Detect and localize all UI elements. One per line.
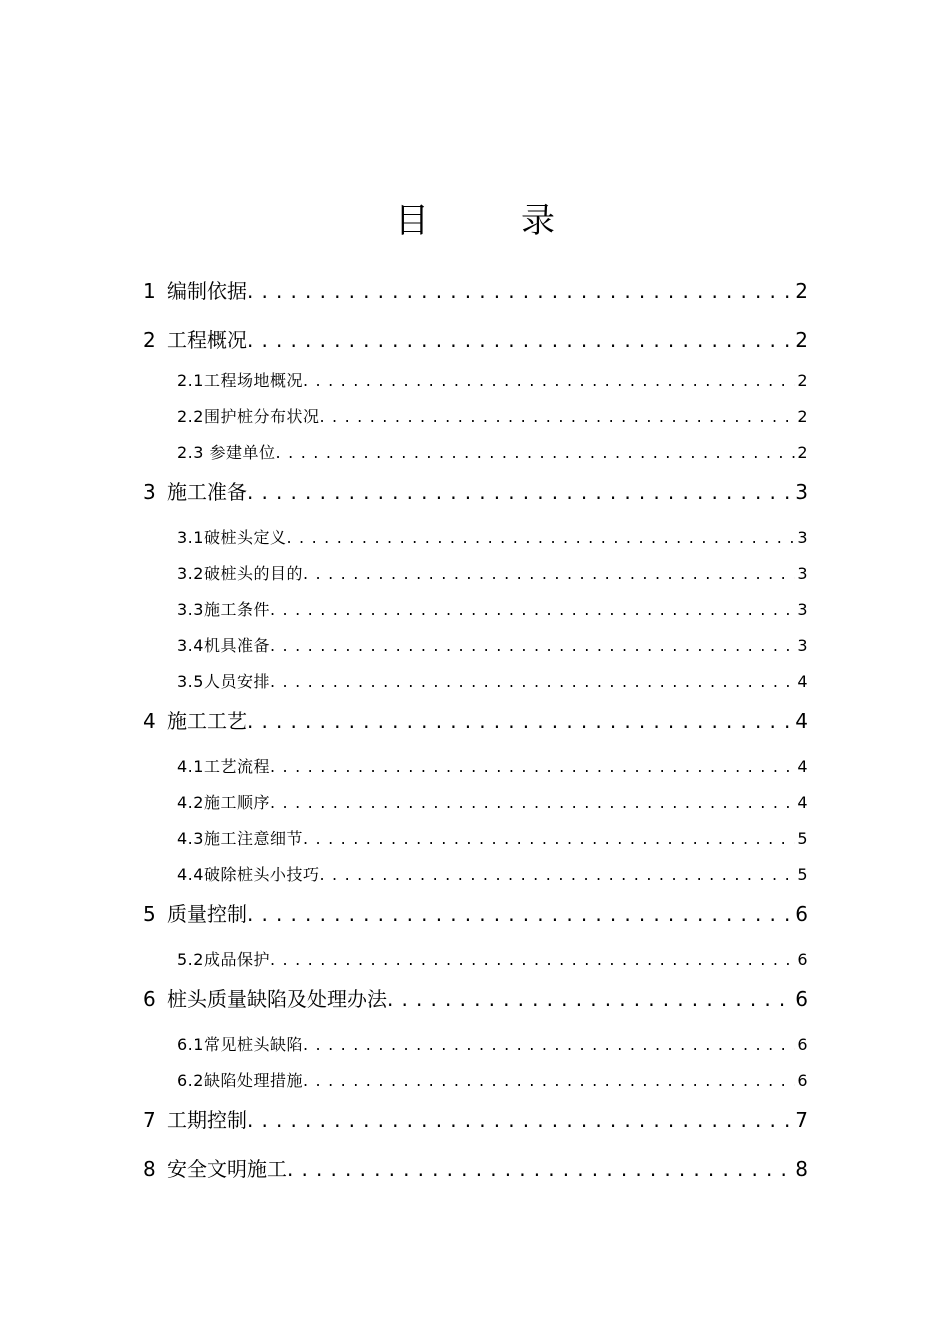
- toc-entry-number: 6: [143, 987, 156, 1011]
- toc-entry-number: 5: [143, 902, 156, 926]
- toc-entry-label: 4.3施工注意细节: [177, 829, 303, 848]
- toc-entry-label: 2.3 参建单位: [177, 443, 276, 462]
- dot-leader: [270, 664, 795, 700]
- dot-leader: [276, 435, 796, 471]
- toc-entry[interactable]: [0, 592, 808, 628]
- toc-entry-label: 施工工艺: [167, 709, 247, 733]
- toc-entry-page-number: 3: [795, 480, 808, 504]
- dot-leader: [270, 942, 795, 978]
- dot-leader: [247, 893, 793, 935]
- dot-leader: [319, 399, 795, 435]
- toc-entry-page-number: 2: [797, 443, 808, 462]
- dot-leader: [247, 700, 793, 742]
- toc-entry-label: 6.2缺陷处理措施: [177, 1071, 303, 1090]
- toc-entry[interactable]: [0, 363, 808, 399]
- toc-entry-page-number: 6: [795, 902, 808, 926]
- dot-leader: [303, 556, 795, 592]
- toc-entry-label: 4.4破除桩头小技巧: [177, 865, 320, 884]
- toc-entry-page-number: 6: [795, 987, 808, 1011]
- toc-entry-label: 质量控制: [167, 902, 247, 926]
- toc-entry[interactable]: [0, 319, 808, 363]
- dot-leader: [303, 821, 795, 857]
- toc-entry-label: 3.3施工条件: [177, 600, 270, 619]
- toc-entry-label: 施工准备: [167, 480, 247, 504]
- toc-entry-page-number: 3: [797, 636, 808, 655]
- toc-entry-label: 3.5人员安排: [177, 672, 270, 691]
- toc-entry-label: 安全文明施工: [167, 1157, 287, 1181]
- table-of-contents: [0, 270, 950, 1192]
- dot-leader: [303, 1063, 795, 1099]
- dot-leader: [303, 1027, 795, 1063]
- toc-entry-page-number: 3: [797, 564, 808, 583]
- toc-entry[interactable]: [0, 471, 808, 520]
- toc-entry[interactable]: [0, 270, 808, 319]
- toc-entry[interactable]: [0, 556, 808, 592]
- toc-entry-page-number: 6: [797, 1071, 808, 1090]
- toc-entry[interactable]: [0, 1027, 808, 1063]
- toc-entry-label: 3.1破桩头定义: [177, 528, 287, 547]
- toc-entry-number: 2: [143, 328, 156, 352]
- toc-entry[interactable]: [0, 664, 808, 700]
- toc-entry-page-number: 2: [795, 279, 808, 303]
- toc-entry-label: 桩头质量缺陷及处理办法: [167, 987, 387, 1011]
- toc-entry-label: 4.1工艺流程: [177, 757, 270, 776]
- toc-entry-page-number: 2: [795, 328, 808, 352]
- toc-entry-number: 1: [143, 279, 156, 303]
- toc-entry[interactable]: [0, 1099, 808, 1148]
- toc-title-char-1: 目: [395, 201, 429, 241]
- toc-entry-number: 8: [143, 1157, 156, 1181]
- toc-entry-page-number: 4: [797, 793, 808, 812]
- dot-leader: [303, 363, 795, 399]
- toc-entry[interactable]: [0, 893, 808, 942]
- toc-entry-number: 7: [143, 1108, 156, 1132]
- toc-entry[interactable]: [0, 821, 808, 857]
- dot-leader: [387, 978, 793, 1020]
- toc-entry-label: 4.2施工顺序: [177, 793, 270, 812]
- dot-leader: [247, 319, 793, 361]
- toc-entry[interactable]: [0, 942, 808, 978]
- toc-entry[interactable]: [0, 785, 808, 821]
- toc-entry[interactable]: [0, 435, 808, 471]
- toc-entry-page-number: 5: [797, 865, 808, 884]
- toc-entry[interactable]: [0, 628, 808, 664]
- toc-entry-label: 3.2破桩头的目的: [177, 564, 303, 583]
- toc-entry-page-number: 5: [797, 829, 808, 848]
- toc-entry-label: 工程概况: [167, 328, 247, 352]
- toc-entry[interactable]: [0, 978, 808, 1027]
- toc-entry-page-number: 2: [797, 371, 808, 390]
- toc-entry-page-number: 3: [797, 528, 808, 547]
- toc-entry-page-number: 6: [797, 1035, 808, 1054]
- toc-title: [0, 196, 950, 246]
- toc-entry[interactable]: [0, 749, 808, 785]
- dot-leader: [247, 471, 793, 513]
- toc-entry-label: 2.1工程场地概况: [177, 371, 303, 390]
- toc-entry-page-number: 3: [797, 600, 808, 619]
- toc-entry-page-number: 8: [795, 1157, 808, 1181]
- toc-entry[interactable]: [0, 857, 808, 893]
- toc-title-char-2: 录: [521, 201, 555, 241]
- toc-entry-page-number: 4: [797, 757, 808, 776]
- dot-leader: [286, 520, 795, 556]
- toc-entry-label: 编制依据: [167, 279, 247, 303]
- toc-entry-number: 4: [143, 709, 156, 733]
- toc-entry[interactable]: [0, 1063, 808, 1099]
- dot-leader: [270, 785, 795, 821]
- toc-entry-page-number: 4: [797, 672, 808, 691]
- dot-leader: [270, 749, 795, 785]
- toc-entry-number: 3: [143, 480, 156, 504]
- toc-entry[interactable]: [0, 700, 808, 749]
- dot-leader: [247, 1099, 793, 1141]
- dot-leader: [270, 628, 795, 664]
- dot-leader: [270, 592, 795, 628]
- dot-leader: [287, 1148, 793, 1190]
- dot-leader: [247, 270, 793, 312]
- toc-entry-label: 6.1常见桩头缺陷: [177, 1035, 303, 1054]
- toc-entry[interactable]: [0, 399, 808, 435]
- toc-entry[interactable]: [0, 520, 808, 556]
- toc-entry-page-number: 7: [795, 1108, 808, 1132]
- toc-entry-label: 2.2围护桩分布状况: [177, 407, 320, 426]
- toc-entry-page-number: 2: [797, 407, 808, 426]
- toc-entry-label: 5.2成品保护: [177, 950, 270, 969]
- toc-entry-page-number: 4: [795, 709, 808, 733]
- toc-entry[interactable]: [0, 1148, 808, 1192]
- toc-entry-page-number: 6: [797, 950, 808, 969]
- toc-entry-label: 工期控制: [167, 1108, 247, 1132]
- toc-entry-label: 3.4机具准备: [177, 636, 270, 655]
- dot-leader: [319, 857, 795, 893]
